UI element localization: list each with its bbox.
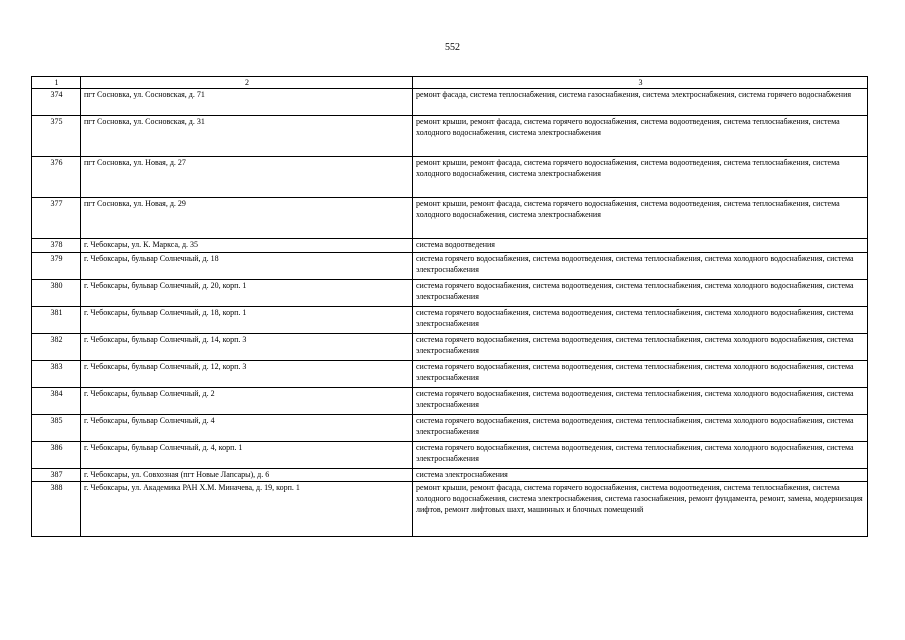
row-number: 388 <box>32 482 81 537</box>
works-cell: система электроснабжения <box>413 469 868 482</box>
table-row <box>32 253 868 280</box>
table-row <box>32 388 868 415</box>
address-cell: г. Чебоксары, бульвар Солнечный, д. 20, корп. 1 <box>81 280 413 307</box>
table-row <box>32 157 868 198</box>
row-number: 379 <box>32 253 81 280</box>
address-cell: г. Чебоксары, ул. К. Маркса, д. 35 <box>81 239 413 253</box>
table-row <box>32 307 868 334</box>
table-row <box>32 280 868 307</box>
works-table <box>31 76 868 537</box>
address-cell: г. Чебоксары, бульвар Солнечный, д. 18 <box>81 253 413 280</box>
table-header-row <box>32 77 868 89</box>
row-number: 383 <box>32 361 81 388</box>
table-row <box>32 334 868 361</box>
row-number: 377 <box>32 198 81 239</box>
works-cell: система горячего водоснабжения, система водоотведения, система теплоснабжения, система холодного водоснабжения, система электроснабжения <box>413 307 868 334</box>
page-number: 552 <box>445 42 460 53</box>
table-row <box>32 442 868 469</box>
row-number: 385 <box>32 415 81 442</box>
table-row <box>32 239 868 253</box>
table-row <box>32 198 868 239</box>
address-cell: пгт Сосновка, ул. Сосновская, д. 31 <box>81 116 413 157</box>
works-cell: ремонт крыши, ремонт фасада, система горячего водоснабжения, система водоотведения, система теплоснабжения, система холодного водоснабжения, система электроснабжения, система газоснабжения, ремонт фундамента, ремонт, замена, модернизация лифтов, ремонт лифтовых шахт, машинных и блочных помещений <box>413 482 868 537</box>
row-number: 386 <box>32 442 81 469</box>
address-cell: пгт Сосновка, ул. Новая, д. 29 <box>81 198 413 239</box>
address-cell: г. Чебоксары, бульвар Солнечный, д. 2 <box>81 388 413 415</box>
works-cell: система горячего водоснабжения, система водоотведения, система теплоснабжения, система холодного водоснабжения, система электроснабжения <box>413 334 868 361</box>
works-cell: система горячего водоснабжения, система водоотведения, система теплоснабжения, система холодного водоснабжения, система электроснабжения <box>413 388 868 415</box>
table-row <box>32 89 868 116</box>
address-cell: г. Чебоксары, бульвар Солнечный, д. 18, корп. 1 <box>81 307 413 334</box>
row-number: 375 <box>32 116 81 157</box>
column-header: 1 <box>32 77 81 89</box>
works-cell: система горячего водоснабжения, система водоотведения, система теплоснабжения, система холодного водоснабжения, система электроснабжения <box>413 253 868 280</box>
row-number: 376 <box>32 157 81 198</box>
row-number: 384 <box>32 388 81 415</box>
address-cell: г. Чебоксары, бульвар Солнечный, д. 14, корп. 3 <box>81 334 413 361</box>
works-cell: система горячего водоснабжения, система водоотведения, система теплоснабжения, система холодного водоснабжения, система электроснабжения <box>413 280 868 307</box>
works-cell: ремонт крыши, ремонт фасада, система горячего водоснабжения, система водоотведения, система теплоснабжения, система холодного водоснабжения, система электроснабжения <box>413 116 868 157</box>
column-header: 3 <box>413 77 868 89</box>
row-number: 381 <box>32 307 81 334</box>
works-cell: система горячего водоснабжения, система водоотведения, система теплоснабжения, система холодного водоснабжения, система электроснабжения <box>413 442 868 469</box>
row-number: 387 <box>32 469 81 482</box>
table-row <box>32 415 868 442</box>
address-cell: г. Чебоксары, ул. Академика РАН Х.М. Миначева, д. 19, корп. 1 <box>81 482 413 537</box>
address-cell: г. Чебоксары, бульвар Солнечный, д. 4, корп. 1 <box>81 442 413 469</box>
address-cell: г. Чебоксары, бульвар Солнечный, д. 4 <box>81 415 413 442</box>
works-cell: система горячего водоснабжения, система водоотведения, система теплоснабжения, система холодного водоснабжения, система электроснабжения <box>413 415 868 442</box>
works-cell: ремонт фасада, система теплоснабжения, система газоснабжения, система электроснабжения, система горячего водоснабжения <box>413 89 868 116</box>
row-number: 374 <box>32 89 81 116</box>
works-cell: ремонт крыши, ремонт фасада, система горячего водоснабжения, система водоотведения, система теплоснабжения, система холодного водоснабжения, система электроснабжения <box>413 157 868 198</box>
row-number: 382 <box>32 334 81 361</box>
column-header: 2 <box>81 77 413 89</box>
row-number: 378 <box>32 239 81 253</box>
works-cell: система горячего водоснабжения, система водоотведения, система теплоснабжения, система холодного водоснабжения, система электроснабжения <box>413 361 868 388</box>
works-cell: ремонт крыши, ремонт фасада, система горячего водоснабжения, система водоотведения, система теплоснабжения, система холодного водоснабжения, система электроснабжения <box>413 198 868 239</box>
table-row <box>32 361 868 388</box>
works-cell: система водоотведения <box>413 239 868 253</box>
table-row <box>32 116 868 157</box>
address-cell: пгт Сосновка, ул. Новая, д. 27 <box>81 157 413 198</box>
row-number: 380 <box>32 280 81 307</box>
address-cell: г. Чебоксары, бульвар Солнечный, д. 12, корп. 3 <box>81 361 413 388</box>
address-cell: пгт Сосновка, ул. Сосновская, д. 71 <box>81 89 413 116</box>
table-row <box>32 469 868 482</box>
address-cell: г. Чебоксары, ул. Совхозная (пгт Новые Лапсары), д. 6 <box>81 469 413 482</box>
table-row <box>32 482 868 537</box>
